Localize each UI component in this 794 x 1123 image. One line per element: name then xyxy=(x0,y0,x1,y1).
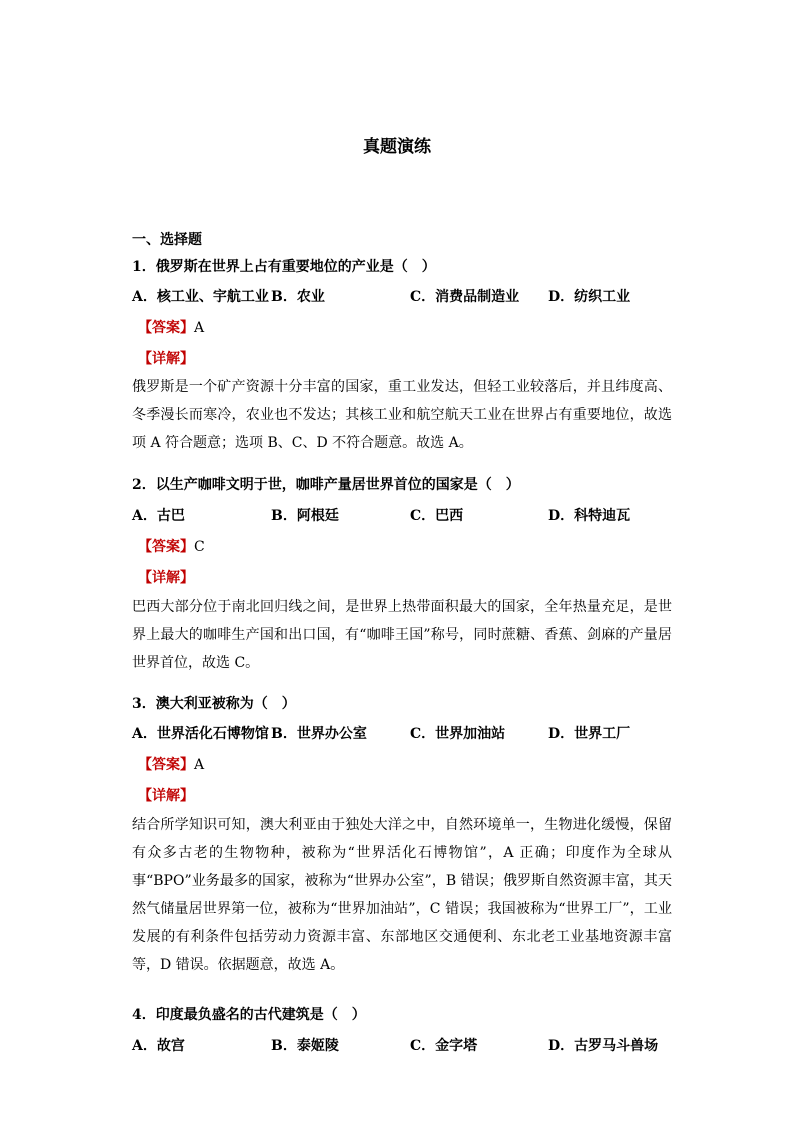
question-1-detail-label xyxy=(138,348,194,368)
answer-label: 【答案】 xyxy=(138,320,194,336)
question-2-detail: 巴西大部分位于南北回归线之间，是世界上热带面积最大的国家，全年热量充足，是世界上最大的咖啡生产国和出口国，有“咖啡王国”称号，同时蔗糖、香蕉、剑麻的产量居世界首位，故选 C。 xyxy=(132,599,672,671)
question-1-stem: 1．俄罗斯在世界上占有重要地位的产业是（ ） xyxy=(132,259,436,275)
section-heading: 一、选择题 xyxy=(132,232,202,248)
answer-value: C xyxy=(194,539,205,555)
question-3-option-c: C．世界加油站 xyxy=(410,726,506,742)
question-2-option-b: B．阿根廷 xyxy=(271,508,339,524)
question-2-option-d: D．科特迪瓦 xyxy=(548,508,631,524)
answer-label: 【答案】 xyxy=(138,539,194,555)
question-1-option-b: B．农业 xyxy=(271,289,325,305)
question-3-option-d: D．世界工厂 xyxy=(548,726,631,742)
answer-value: A xyxy=(194,320,205,336)
detail-label: 【详解】 xyxy=(138,351,194,367)
question-2-answer xyxy=(138,536,205,556)
question-3-stem: 3．澳大利亚被称为（ ） xyxy=(132,696,296,712)
question-4-option-d: D．古罗马斗兽场 xyxy=(548,1038,659,1054)
question-2-stem: 2．以生产咖啡文明于世，咖啡产量居世界首位的国家是（ ） xyxy=(132,477,520,493)
question-4-option-c: C．金字塔 xyxy=(410,1038,478,1054)
question-3-option-a: A．世界活化石博物馆 xyxy=(132,726,269,742)
question-4-option-a: A．故宫 xyxy=(132,1038,185,1054)
question-4-stem: 4．印度最负盛名的古代建筑是（ ） xyxy=(132,1007,366,1023)
question-1-option-d: D．纺织工业 xyxy=(548,289,631,305)
detail-label: 【详解】 xyxy=(138,788,194,804)
question-4-option-b: B．泰姬陵 xyxy=(271,1038,339,1054)
answer-value: A xyxy=(194,757,205,773)
answer-label: 【答案】 xyxy=(138,757,194,773)
detail-label: 【详解】 xyxy=(138,570,194,586)
question-3-detail: 结合所学知识可知，澳大利亚由于独处大洋之中，自然环境单一，生物进化缓慢，保留有众多古老的生物物种，被称为“世界活化石博物馆”，A 正确；印度作为全球从事“BPO”业务最多的国家，被称为“世界办公室”，B 错误；俄罗斯自然资源丰富，其天然气储量居世界第一位，被称为“世界加油站”，C 错误；我国被称为“世界工厂”，工业发展的有利条件包括劳动力资源丰富、东部地区交通便利、东北老工业基地资源丰富等，D 错误。依据题意，故选 A。 xyxy=(132,817,672,973)
question-1-option-a: A．核工业、宇航工业 xyxy=(132,289,269,305)
question-3-answer xyxy=(138,754,204,774)
question-2-option-a: A．古巴 xyxy=(132,508,185,524)
page-title: 真题演练 xyxy=(363,137,431,157)
question-1-option-c: C．消费品制造业 xyxy=(410,289,520,305)
question-3-detail-label xyxy=(138,785,194,805)
question-1-answer xyxy=(138,317,204,337)
question-3-option-b: B．世界办公室 xyxy=(271,726,367,742)
question-2-detail-label xyxy=(138,567,194,587)
question-1-detail: 俄罗斯是一个矿产资源十分丰富的国家，重工业发达，但轻工业较落后，并且纬度高、冬季漫长而寒冷，农业也不发达；其核工业和航空航天工业在世界占有重要地位，故选项 A 符合题意；选项 B、C、D 不符合题意。故选 A。 xyxy=(132,379,672,451)
question-2-option-c: C．巴西 xyxy=(410,508,464,524)
